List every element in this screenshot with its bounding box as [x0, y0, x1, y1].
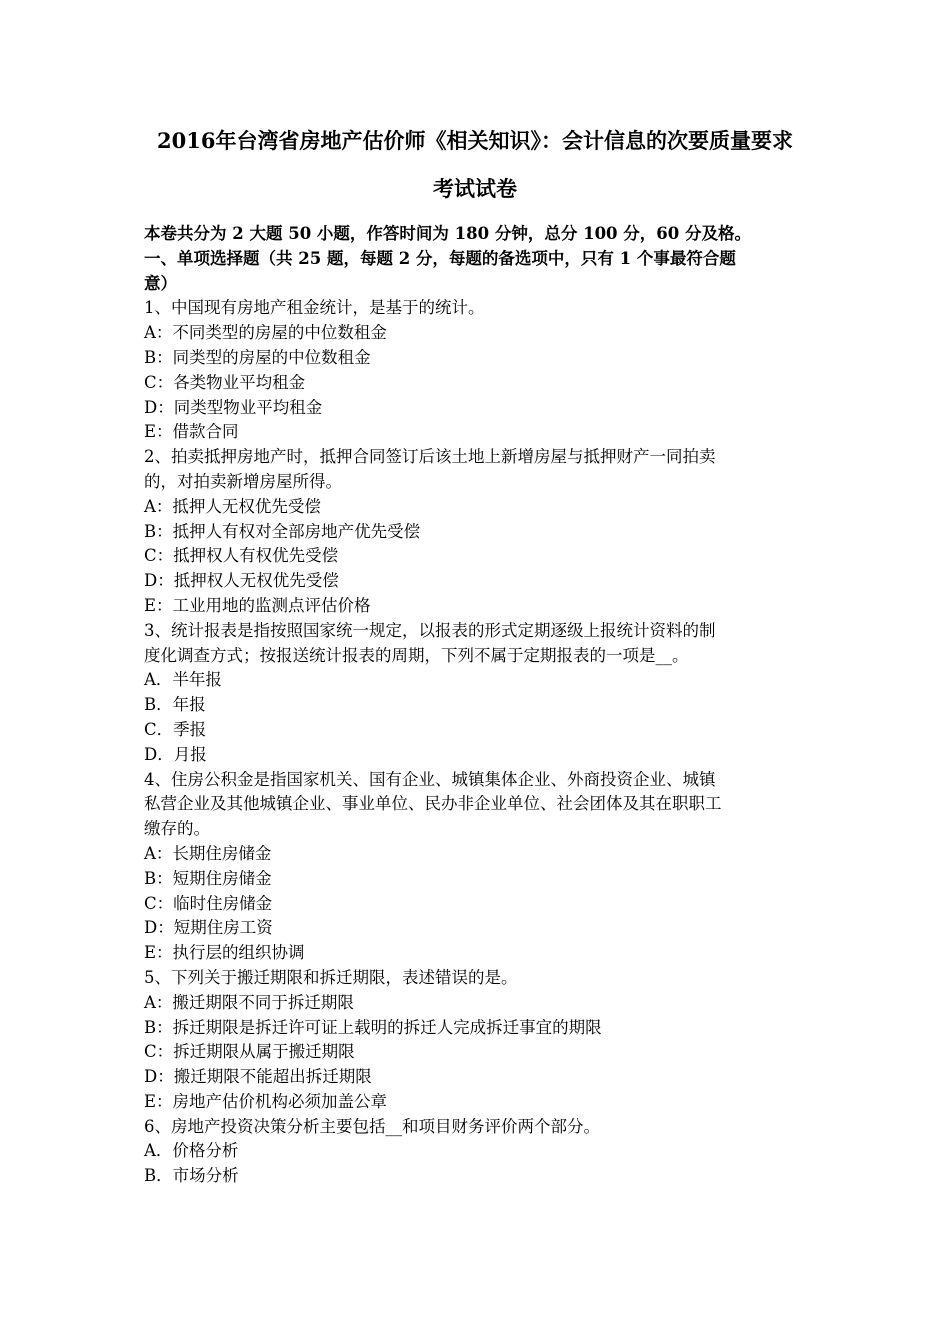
question-option: B．年报 — [144, 695, 206, 715]
question-1 — [144, 296, 812, 445]
question-option: C：抵押权人有权优先受偿 — [144, 546, 339, 566]
question-stem: 4、住房公积金是指国家机关、国有企业、城镇集体企业、外商投资企业、城镇 — [144, 769, 716, 789]
question-option: D：短期住房工资 — [144, 918, 273, 938]
question-stem: 度化调查方式；按报送统计报表的周期，下列不属于定期报表的一项是__。 — [144, 645, 689, 665]
question-2 — [144, 445, 812, 619]
question-option: E：工业用地的监测点评估价格 — [144, 595, 371, 615]
question-option: A．半年报 — [144, 670, 222, 690]
question-option: B．市场分析 — [144, 1166, 239, 1186]
question-option: E：执行层的组织协调 — [144, 943, 305, 963]
question-option: C：临时住房储金 — [144, 893, 273, 913]
section-heading-continued: 意） — [144, 273, 177, 293]
question-stem: 1、中国现有房地产租金统计，是基于的统计。 — [144, 298, 485, 318]
question-option: B：短期住房储金 — [144, 868, 272, 888]
question-option: E：房地产估价机构必须加盖公章 — [144, 1091, 388, 1111]
question-option: D．月报 — [144, 744, 207, 764]
question-5 — [144, 966, 812, 1115]
question-option: E：借款合同 — [144, 422, 239, 442]
question-stem: 5、下列关于搬迁期限和拆迁期限，表述错误的是。 — [144, 967, 518, 987]
question-stem: 2、拍卖抵押房地产时，抵押合同签订后该土地上新增房屋与抵押财产一同拍卖 — [144, 447, 716, 467]
question-option: A：搬迁期限不同于拆迁期限 — [144, 992, 354, 1012]
question-option: C．季报 — [144, 719, 207, 739]
document-body — [144, 222, 812, 1189]
question-6 — [144, 1115, 812, 1189]
document-title-line-2: 考试试卷 — [433, 176, 517, 201]
question-stem: 3、统计报表是指按照国家统一规定，以报表的形式定期逐级上报统计资料的制 — [144, 620, 716, 640]
question-option: B：拆迁期限是拆迁许可证上载明的拆迁人完成拆迁事宜的期限 — [144, 1017, 602, 1037]
question-4 — [144, 768, 812, 966]
question-option: B：抵押人有权对全部房地产优先受偿 — [144, 521, 421, 541]
question-stem: 6、房地产投资决策分析主要包括__和项目财务评价两个部分。 — [144, 1116, 600, 1136]
question-stem: 缴存的。 — [144, 819, 210, 839]
section-heading: 一、单项选择题（共 25 题，每题 2 分，每题的备选项中，只有 1 个事最符合题 — [144, 248, 736, 268]
question-option: C：拆迁期限从属于搬迁期限 — [144, 1042, 355, 1062]
question-option: D：同类型物业平均租金 — [144, 397, 323, 417]
question-option: D：抵押权人无权优先受偿 — [144, 571, 339, 591]
question-3 — [144, 619, 812, 768]
exam-intro: 本卷共分为 2 大题 50 小题，作答时间为 180 分钟，总分 100 分，60 分及格。 — [144, 224, 751, 243]
question-option: D：搬迁期限不能超出拆迁期限 — [144, 1067, 372, 1087]
question-option: A：长期住房储金 — [144, 843, 272, 863]
question-option: A：抵押人无权优先受偿 — [144, 496, 321, 516]
question-option: C：各类物业平均租金 — [144, 372, 306, 392]
question-option: B：同类型的房屋的中位数租金 — [144, 347, 371, 367]
question-option: A：不同类型的房屋的中位数租金 — [144, 323, 387, 343]
question-option: A．价格分析 — [144, 1141, 239, 1161]
question-stem: 私营企业及其他城镇企业、事业单位、民办非企业单位、社会团体及其在职职工 — [144, 794, 722, 814]
document-title-line-1: 2016年台湾省房地产估价师《相关知识》：会计信息的次要质量要求 — [157, 128, 793, 153]
question-stem: 的，对拍卖新增房屋所得。 — [144, 471, 342, 491]
